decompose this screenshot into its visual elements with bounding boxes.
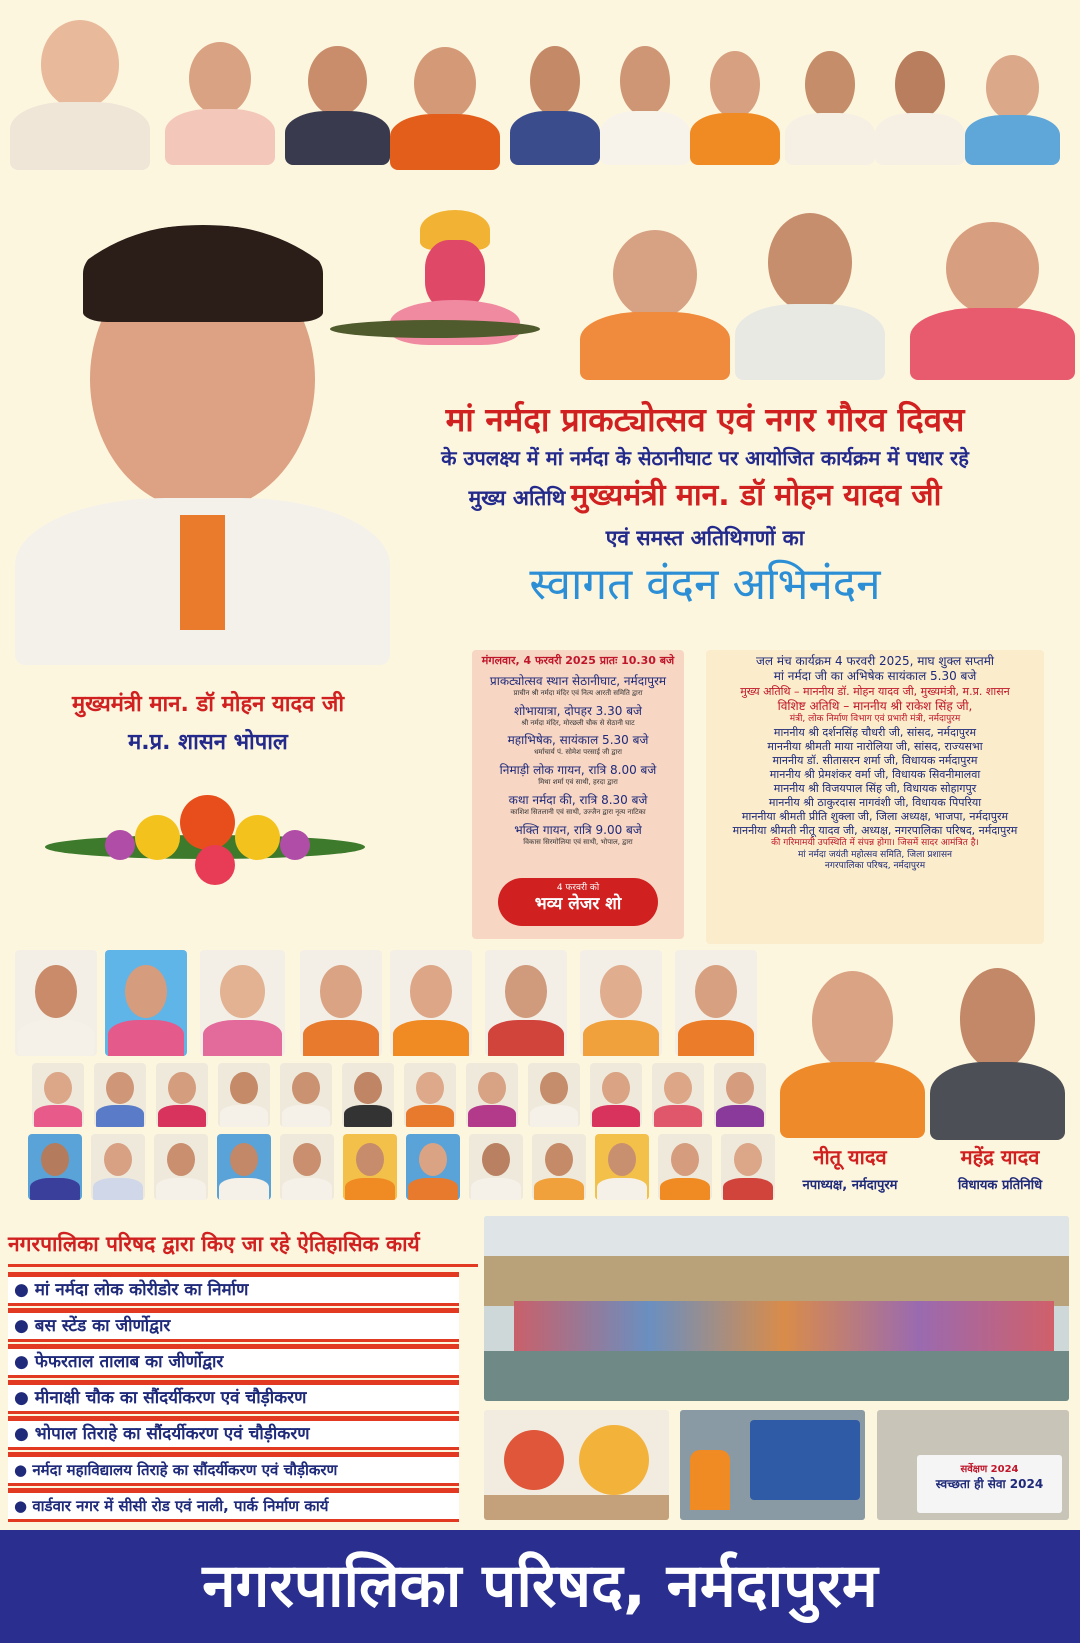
- work-item: ● मीनाक्षी चौक का सौंदर्यीकरण एवं चौड़ीकरण: [8, 1380, 459, 1414]
- leader-portrait: [165, 25, 275, 165]
- work-item: ● मां नर्मदा लोक कोरीडोर का निर्माण: [8, 1272, 459, 1306]
- leader-portrait: [785, 35, 875, 165]
- program-item: निमाड़ी लोक गायन, रात्रि 8.00 बजे मिथा शर्मा एवं साथी, हरदा द्वारा: [499, 763, 657, 786]
- councillor-photo: [528, 1063, 580, 1127]
- sethanighat-photo: [484, 1216, 1069, 1401]
- work-item: ● भोपाल तिराहे का सौंदर्यीकरण एवं चौड़ीकरण: [8, 1416, 459, 1450]
- councillor-photo: [390, 950, 472, 1056]
- program-item: महाभिषेक, सायंकाल 5.30 बजे धर्माचार्य पं. सोमेश परसाई जी द्वारा: [507, 733, 649, 757]
- councillor-photo: [105, 950, 187, 1056]
- guest-item: माननीया श्रीमती माया नारोलिया जी, सांसद, राज्यसभा: [767, 739, 983, 753]
- swachhata-banner-photo: [877, 1410, 1069, 1520]
- guest-footer: नगरपालिका परिषद, नर्मदापुरम: [824, 861, 926, 872]
- councillor-photo: [532, 1134, 586, 1200]
- program-box: [472, 650, 684, 939]
- councillor-photo: [406, 1134, 460, 1200]
- goddess-illustration: [330, 210, 570, 370]
- service-banner-text: स्वच्छता ही सेवा 2024: [935, 1477, 1044, 1491]
- host-name: नीतू यादव: [813, 1145, 887, 1169]
- welcome-text: स्वागत वंदन अभिनंदन: [529, 559, 881, 610]
- chief-guest-name: मुख्यमंत्री मान. डॉ मोहन यादव जी: [570, 478, 942, 513]
- laser-show-badge: [498, 878, 658, 926]
- guest-footer: मां नर्मदा जयंती महोत्सव समिति, जिला प्रशासन: [797, 849, 953, 860]
- guest-portrait: [910, 200, 1075, 380]
- headline: [340, 398, 1070, 616]
- cleanup-vehicle-photo: [680, 1410, 865, 1520]
- councillor-photo: [580, 950, 662, 1056]
- leader-portrait: [965, 40, 1060, 165]
- program-item: शोभायात्रा, दोपहर 3.30 बजे श्री नर्मदा मंदिर, मोरछली चौक से सेठानी घाट: [514, 703, 642, 727]
- councillor-photo: [404, 1063, 456, 1127]
- mural-photo: [484, 1410, 669, 1520]
- program-item: मंगलवार, 4 फरवरी 2025 प्रातः 10.30 बजे: [481, 654, 675, 667]
- councillor-photo: [466, 1063, 518, 1127]
- program-item: कथा नर्मदा की, रात्रि 8.30 बजे काशिश सितलानी एवं साथी, उज्जैन द्वारा नृत्य नाटिका: [508, 792, 648, 816]
- councillor-photo: [156, 1063, 208, 1127]
- councillors-row-3: [28, 1134, 783, 1200]
- works-title: नगरपालिका परिषद द्वारा किए जा रहे ऐतिहासिक कार्य: [8, 1230, 478, 1267]
- survey-banner-text: सर्वेक्षण 2024: [960, 1464, 1019, 1475]
- work-item: ● वार्डवार नगर में सीसी रोड एवं नाली, पार्क निर्माण कार्य: [8, 1488, 459, 1522]
- councillor-photo: [658, 1134, 712, 1200]
- guest-item: माननीय डॉ. सीतासरन शर्मा जी, विधायक नर्मदापुरम: [772, 753, 978, 767]
- headline-subtitle: के उपलक्ष्य में मां नर्मदा के सेठानीघाट पर आयोजित कार्यक्रम में पधार रहे: [441, 446, 969, 470]
- guest-chief: मुख्य अतिथि – माननीय डॉ. मोहन यादव जी, मुख्यमंत्री, म.प्र. शासन: [740, 684, 1010, 698]
- councillor-photo: [675, 950, 757, 1056]
- leader-portrait: [510, 30, 600, 165]
- leader-portrait: [600, 30, 690, 165]
- leader-portrait: [285, 30, 390, 165]
- councillor-photo: [469, 1134, 523, 1200]
- guest-special: विशिष्ट अतिथि – माननीय श्री राकेश सिंह जी,: [777, 698, 973, 713]
- host-role: नपाध्यक्ष, नर्मदापुरम: [802, 1178, 898, 1193]
- chief-guest-line: [340, 474, 1070, 522]
- councillor-photo: [652, 1063, 704, 1127]
- top-leaders-row: [0, 0, 1080, 175]
- program-item: प्राकट्योत्सव स्थान सेठानीघाट, नर्मदापुरम प्राचीन श्री नर्मदा मंदिर एवं नित्य आरती समिति द्वारा: [489, 673, 667, 697]
- leader-portrait: [10, 0, 150, 170]
- leader-portrait: [875, 35, 965, 165]
- footer-title: नगरपालिका परिषद, नर्मदापुरम: [202, 1551, 878, 1621]
- leader-portrait: [390, 30, 500, 170]
- cm-name: मुख्यमंत्री मान. डॉ मोहन यादव जी: [71, 692, 345, 717]
- councillor-photo: [595, 1134, 649, 1200]
- guest-item: माननीय श्री दर्शनसिंह चौधरी जी, सांसद, नर्मदापुरम: [773, 725, 977, 739]
- work-item: ● नर्मदा महाविद्यालय तिराहे का सौंदर्यीकरण एवं चौड़ीकरण: [8, 1452, 459, 1486]
- work-item: ● फेफरताल तालाब का जीर्णोद्वार: [8, 1344, 459, 1378]
- guest-item: माननीया श्रीमती प्रीति शुक्ला जी, जिला अध्यक्ष, भाजपा, नर्मदापुरम: [741, 810, 1009, 824]
- councillors-row-1: [15, 950, 780, 1058]
- guest-special-role: मंत्री, लोक निर्माण विभाग एवं प्रभारी मंत्री, नर्मदापुरम: [789, 714, 961, 725]
- flower-arrangement: [45, 775, 365, 905]
- councillor-photo: [300, 950, 382, 1056]
- guest-event-line: जल मंच कार्यक्रम 4 फरवरी 2025, माघ शुक्ल सप्तमी: [755, 654, 994, 668]
- guest-item: माननीय श्री प्रेमशंकर वर्मा जी, विधायक सिवनीमालवा: [769, 767, 981, 781]
- program-item: भक्ति गायन, रात्रि 9.00 बजे विकास सिरमोलिया एवं साथी, भोपाल, द्वारा: [514, 822, 642, 846]
- guest-portrait: [580, 210, 730, 380]
- footer-bar: [0, 1530, 1080, 1643]
- guest-event-time: मां नर्मदा जी का अभिषेक सायंकाल 5.30 बजे: [773, 669, 977, 684]
- all-guests-line: एवं समस्त अतिथिगणों का: [605, 526, 805, 550]
- councillor-photo: [200, 950, 285, 1056]
- guest-footer: की गरिमामयी उपस्थिति में संपन्न होगा। जिसमें सादर आमंत्रित है।: [771, 838, 979, 849]
- councillor-photo: [218, 1063, 270, 1127]
- councillor-photo: [280, 1063, 332, 1127]
- councillor-photo: [15, 950, 97, 1056]
- councillor-photo: [91, 1134, 145, 1200]
- guest-item: माननीया श्रीमती नीतू यादव जी, अध्यक्ष, नगरपालिका परिषद, नर्मदापुरम: [732, 824, 1018, 838]
- guest-list-box: [706, 650, 1044, 944]
- councillor-photo: [32, 1063, 84, 1127]
- councillor-photo: [485, 950, 567, 1056]
- chief-guest-prefix: मुख्य अतिथि: [468, 486, 566, 510]
- headline-title: मां नर्मदा प्राकट्योत्सव एवं नगर गौरव दिवस: [445, 400, 965, 439]
- councillor-photo: [217, 1134, 271, 1200]
- host-portrait-mahendra: [930, 945, 1065, 1140]
- councillor-photo: [94, 1063, 146, 1127]
- councillor-photo: [280, 1134, 334, 1200]
- laser-show-label: भव्य लेजर शो: [534, 894, 622, 915]
- councillor-photo: [154, 1134, 208, 1200]
- councillor-photo: [714, 1063, 766, 1127]
- host-name: महेंद्र यादव: [960, 1145, 1040, 1169]
- councillor-photo: [343, 1134, 397, 1200]
- laser-show-date: 4 फरवरी को: [556, 883, 600, 893]
- guest-item: माननीय श्री विजयपाल सिंह जी, विधायक सोहागपुर: [773, 781, 977, 795]
- cm-title: म.प्र. शासन भोपाल: [128, 730, 288, 755]
- councillors-row-2: [32, 1063, 782, 1127]
- work-item: ● बस स्टेंड का जीर्णोद्वार: [8, 1308, 459, 1342]
- councillor-photo: [28, 1134, 82, 1200]
- councillor-photo: [590, 1063, 642, 1127]
- leader-portrait: [690, 35, 780, 165]
- host-portrait-neetu: [780, 948, 925, 1138]
- guest-portrait: [735, 190, 885, 380]
- host-role: विधायक प्रतिनिधि: [957, 1178, 1043, 1193]
- councillor-photo: [721, 1134, 775, 1200]
- guest-item: माननीय श्री ठाकुरदास नागवंशी जी, विधायक पिपरिया: [768, 796, 982, 810]
- councillor-photo: [342, 1063, 394, 1127]
